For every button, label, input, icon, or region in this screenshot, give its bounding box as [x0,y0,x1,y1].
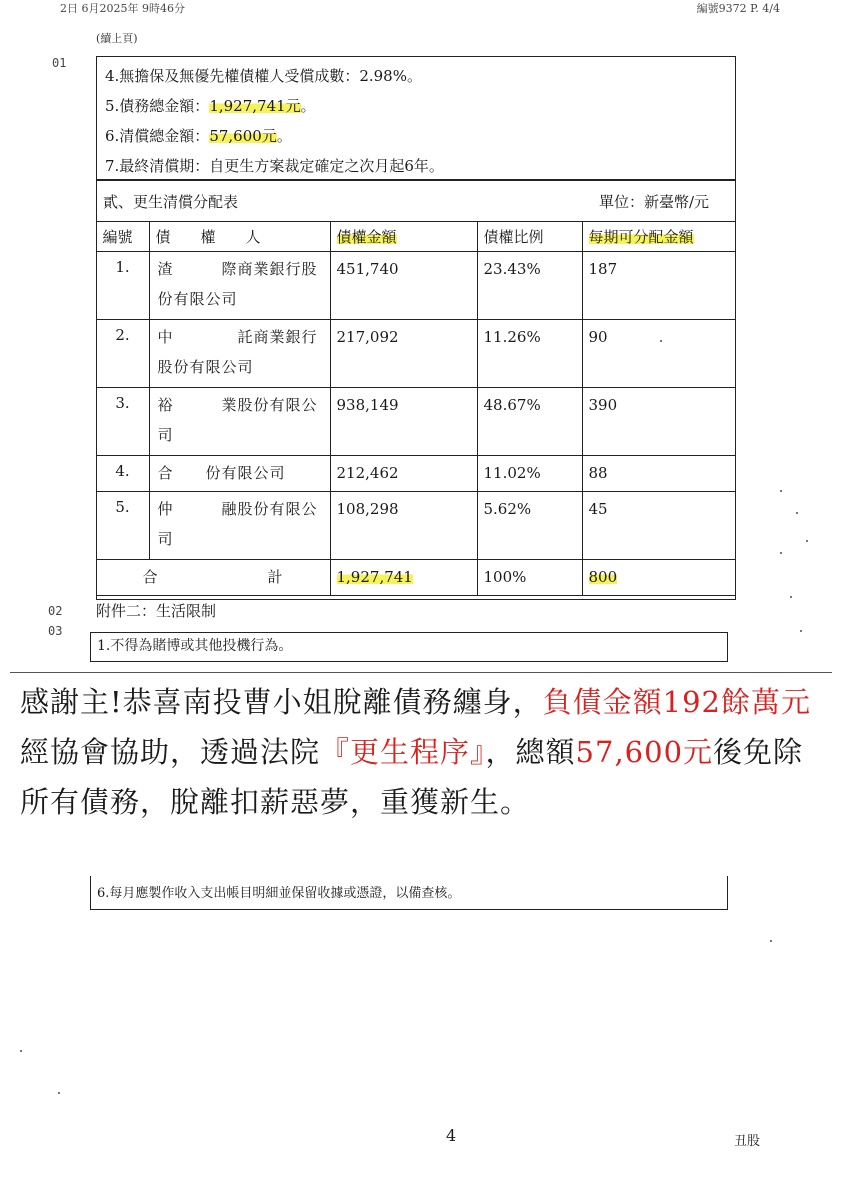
info-line-5: 5.債務總金額：1,927,741元。 [105,97,316,115]
row-number: 3. [96,388,149,456]
table-title: 貳、更生清償分配表 [103,192,239,211]
restriction-rule-1: 1.不得為賭博或其他投機行為。 [90,632,728,662]
plan-info-box [96,56,736,180]
attachment-title: 附件二：生活限制 [96,602,217,620]
fax-header [60,0,780,14]
creditor-name: 裕 業股份有限公司 [149,388,330,456]
table-row [96,252,735,320]
table-row [96,492,735,560]
line-number-03: 03 [48,624,63,638]
overlay-text-2: 經協會協助，透過法院 [20,735,321,769]
overlay-text-3: ，總額 [485,735,576,769]
continuation-note: (續上頁) [96,32,138,45]
claim-amount: 938,149 [330,388,477,456]
total-dist-cell [582,560,735,596]
info-line-7: 7.最終清償期：自更生方案裁定確定之次月起6年。 [105,157,444,175]
row-number: 4. [96,456,149,492]
claim-ratio: 48.67% [477,388,582,456]
table-header-row [96,222,735,252]
total-repayment-highlight: 57,600元 [209,127,277,145]
table-unit: 單位：新臺幣/元 [598,192,709,211]
overlay-debt-amount: 負債金額192餘萬元 [542,685,812,719]
claim-amount: 108,298 [330,492,477,560]
overlay-text-1: 感謝主!恭喜南投曹小姐脫離債務纏身， [20,685,543,719]
table-row [96,456,735,492]
overlay-procedure: 『更生程序』 [320,735,486,769]
claim-ratio: 23.43% [477,252,582,320]
fax-header-right: 編號9372 P. 4/4 [696,2,780,15]
header-amount-cell [330,222,477,252]
line-number-01: 01 [52,56,67,70]
period-distribution: 390 [582,388,735,456]
row-number: 2. [96,320,149,388]
period-distribution: 88 [582,456,735,492]
period-distribution: 45 [582,492,735,560]
total-distribution: 800 [588,568,618,586]
page-number: 4 [446,1126,457,1145]
total-debt-highlight: 1,927,741元 [209,97,301,115]
header-distribution: 每期可分配金額 [588,228,694,246]
total-ratio: 100% [477,560,582,596]
creditor-name: 仲 融股份有限公司 [149,492,330,560]
total-label: 合 計 [96,560,330,596]
restriction-rule-6: 6.每月應製作收入支出帳目明細並保留收據或憑證，以備查核。 [90,876,728,910]
claim-amount: 451,740 [330,252,477,320]
info-line-4: 4.無擔保及無優先權債權人受償成數：2.98%。 [105,67,422,85]
line-number-02: 02 [48,604,63,618]
distribution-table-box [96,180,736,600]
table-row [96,388,735,456]
overlay-text-4: 後免除所有債務，脫離扣薪惡夢，重獲新生。 [20,735,804,819]
header-dist-cell [582,222,735,252]
creditor-name: 渣 際商業銀行股份有限公司 [149,252,330,320]
total-amount: 1,927,741 [336,568,413,586]
header-number: 編號 [96,222,149,252]
period-distribution: 90 [582,320,735,388]
creditor-name: 中 託商業銀行股份有限公司 [149,320,330,388]
division-stamp: 丑股 [734,1134,761,1149]
claim-amount: 217,092 [330,320,477,388]
total-amount-cell [330,560,477,596]
claim-ratio: 5.62% [477,492,582,560]
info-line-6: 6.清償總金額：57,600元。 [105,127,292,145]
table-row [96,320,735,388]
header-amount: 債權金額 [336,228,397,246]
table-total-row [96,560,735,596]
row-number: 5. [96,492,149,560]
claim-amount: 212,462 [330,456,477,492]
row-number: 1. [96,252,149,320]
creditor-name: 合 份有限公司 [149,456,330,492]
overlay-total-amount: 57,600元 [575,735,714,769]
fax-header-left: 2日 6月2025年 9時46分 [60,2,185,15]
claim-ratio: 11.26% [477,320,582,388]
period-distribution: 187 [582,252,735,320]
header-creditor: 債 權 人 [149,222,330,252]
header-ratio: 債權比例 [477,222,582,252]
table-heading [97,181,735,221]
claim-ratio: 11.02% [477,456,582,492]
distribution-table [96,221,736,596]
testimonial-overlay [10,672,832,876]
